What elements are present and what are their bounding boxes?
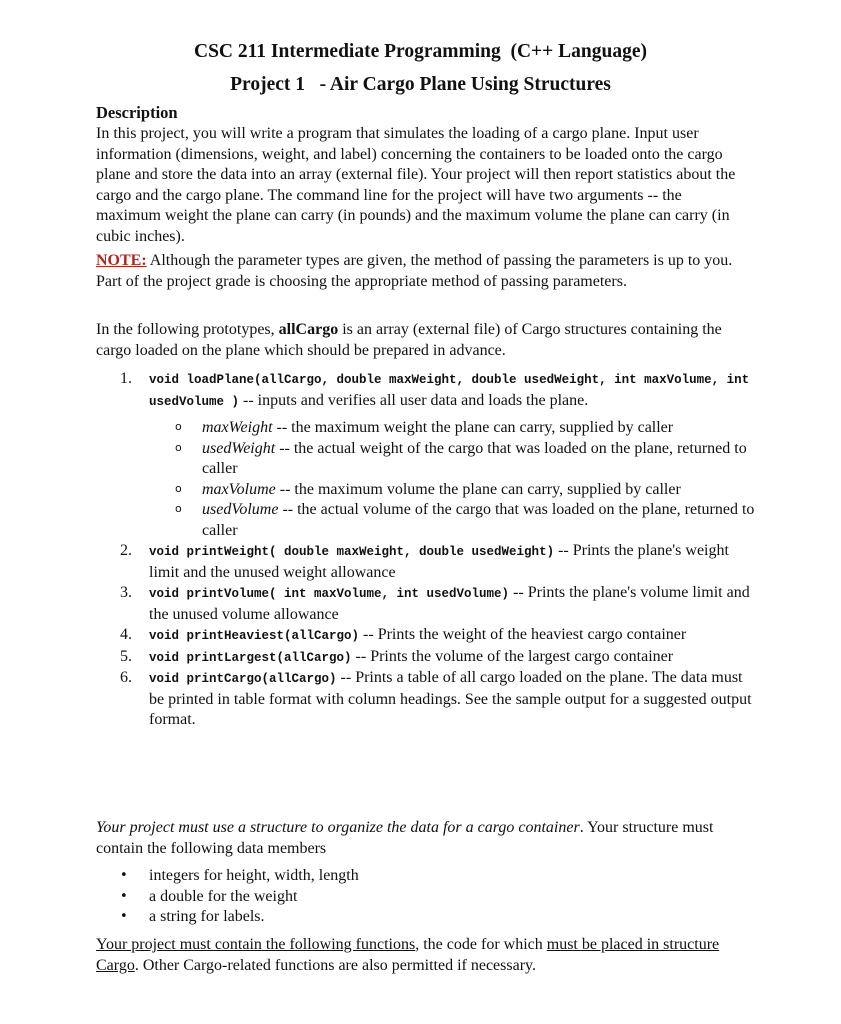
parameter-item bbox=[149, 480, 760, 501]
function-description: -- Prints the volume of the largest cargo container bbox=[351, 647, 674, 665]
function-item-5 bbox=[120, 647, 760, 669]
parameter-text: -- the maximum weight the plane can carry, supplied by caller bbox=[272, 419, 674, 436]
function-list bbox=[120, 369, 760, 731]
function-description: -- inputs and verifies all user data and loads the plane. bbox=[239, 391, 589, 409]
closing-mid: , the code for which bbox=[415, 936, 547, 953]
parameter-text: -- the actual weight of the cargo that was loaded on the plane, returned to caller bbox=[202, 439, 747, 477]
parameter-text: -- the actual volume of the cargo that was loaded on the plane, returned to caller bbox=[202, 501, 755, 539]
function-prototype: void loadPlane(allCargo, double maxWeight, double usedWeight, int maxVolume, int usedVolume ) bbox=[149, 373, 750, 409]
closing-underline-2: must be placed in structure Cargo bbox=[96, 936, 720, 974]
member-text: a string for labels. bbox=[149, 908, 265, 925]
bullet-icon: • bbox=[120, 868, 128, 883]
parameter-name: usedWeight bbox=[202, 439, 276, 457]
function-description: -- Prints the weight of the heaviest cargo container bbox=[359, 626, 687, 643]
function-prototype: void printLargest(allCargo) bbox=[149, 650, 352, 665]
intro-allcargo: allCargo bbox=[278, 321, 339, 338]
function-number: 1. bbox=[120, 370, 132, 387]
intro-after: is an array (external file) of Cargo structures containing the cargo loaded on the plane which should be prepared in advance. bbox=[96, 321, 722, 359]
parameter-name: maxVolume bbox=[202, 480, 276, 498]
function-item-4 bbox=[120, 625, 760, 647]
member-list bbox=[120, 866, 720, 928]
function-item-3 bbox=[120, 583, 760, 625]
function-number: 2. bbox=[120, 542, 132, 559]
description-paragraph: In this project, you will write a program that simulates the loading of a cargo plane. Input user information (dimensions, weight, and label) concerning the containers to be loaded onto the cargo plane and store the data into an array (external file). Your project will then report statistics about the cargo and the cargo plane. The command line for the project will have two arguments -- the maximum weight the plane can carry (in pounds) and the maximum volume the plane can carry (in cubic inches). bbox=[96, 125, 736, 245]
function-number: 3. bbox=[120, 584, 132, 601]
function-number: 6. bbox=[120, 669, 132, 686]
course-title: CSC 211 Intermediate Programming (C++ Language) bbox=[194, 41, 647, 62]
bullet-icon: • bbox=[120, 888, 128, 904]
function-number: 5. bbox=[120, 647, 132, 665]
member-item bbox=[120, 866, 720, 887]
structure-text: . Your structure must contain the following data members bbox=[96, 819, 714, 857]
bullet-icon: • bbox=[120, 909, 128, 924]
circle-bullet-icon: o bbox=[175, 440, 182, 454]
circle-bullet-icon: o bbox=[175, 481, 182, 495]
function-description: -- Prints the plane's weight limit and the unused weight allowance bbox=[149, 542, 729, 581]
parameter-name: maxWeight bbox=[202, 419, 273, 436]
function-prototype: void printCargo(allCargo) bbox=[149, 672, 337, 686]
function-description: -- Prints the plane's volume limit and the unused volume allowance bbox=[149, 584, 750, 623]
member-item bbox=[120, 907, 720, 928]
closing-paragraph bbox=[96, 935, 746, 976]
member-text: a double for the weight bbox=[149, 887, 298, 905]
parameter-item bbox=[149, 439, 760, 480]
function-number: 4. bbox=[120, 626, 132, 643]
structure-paragraph bbox=[96, 818, 746, 859]
intro-before: In the following prototypes, bbox=[96, 321, 279, 338]
closing-underline-1: Your project must contain the following functions bbox=[96, 936, 416, 953]
function-item-2 bbox=[120, 541, 760, 583]
prototypes-intro bbox=[96, 320, 746, 361]
circle-bullet-icon: o bbox=[175, 502, 182, 515]
note-paragraph bbox=[96, 251, 746, 292]
member-text: integers for height, width, length bbox=[149, 867, 359, 884]
structure-italic: Your project must use a structure to organize the data for a cargo container bbox=[96, 819, 580, 836]
note-text: Although the parameter types are given, the method of passing the parameters is up to you. Part of the project grade is choosing the appropriate method of passing parameters. bbox=[96, 252, 733, 290]
project-title: Project 1 - Air Cargo Plane Using Structures bbox=[230, 74, 611, 95]
parameter-list bbox=[149, 418, 760, 541]
function-description: -- Prints a table of all cargo loaded on the plane. The data must be printed in table format with column headings. See the sample output for a suggested output format. bbox=[149, 669, 752, 728]
function-item-6 bbox=[120, 668, 760, 731]
function-prototype: void printWeight( double maxWeight, double usedWeight) bbox=[149, 545, 555, 559]
member-item bbox=[120, 887, 720, 908]
parameter-text: -- the maximum volume the plane can carry, supplied by caller bbox=[275, 480, 681, 498]
function-item-1 bbox=[120, 369, 760, 541]
parameter-item bbox=[149, 500, 760, 541]
function-prototype: void printHeaviest(allCargo) bbox=[149, 629, 360, 643]
note-label: NOTE: bbox=[96, 252, 147, 269]
function-prototype: void printVolume( int maxVolume, int usedVolume) bbox=[149, 587, 510, 601]
closing-end: . Other Cargo-related functions are also permitted if necessary. bbox=[134, 956, 536, 974]
description-heading: Description bbox=[96, 103, 178, 122]
parameter-name: usedVolume bbox=[202, 501, 279, 518]
circle-bullet-icon: o bbox=[175, 420, 182, 433]
parameter-item bbox=[149, 418, 760, 439]
